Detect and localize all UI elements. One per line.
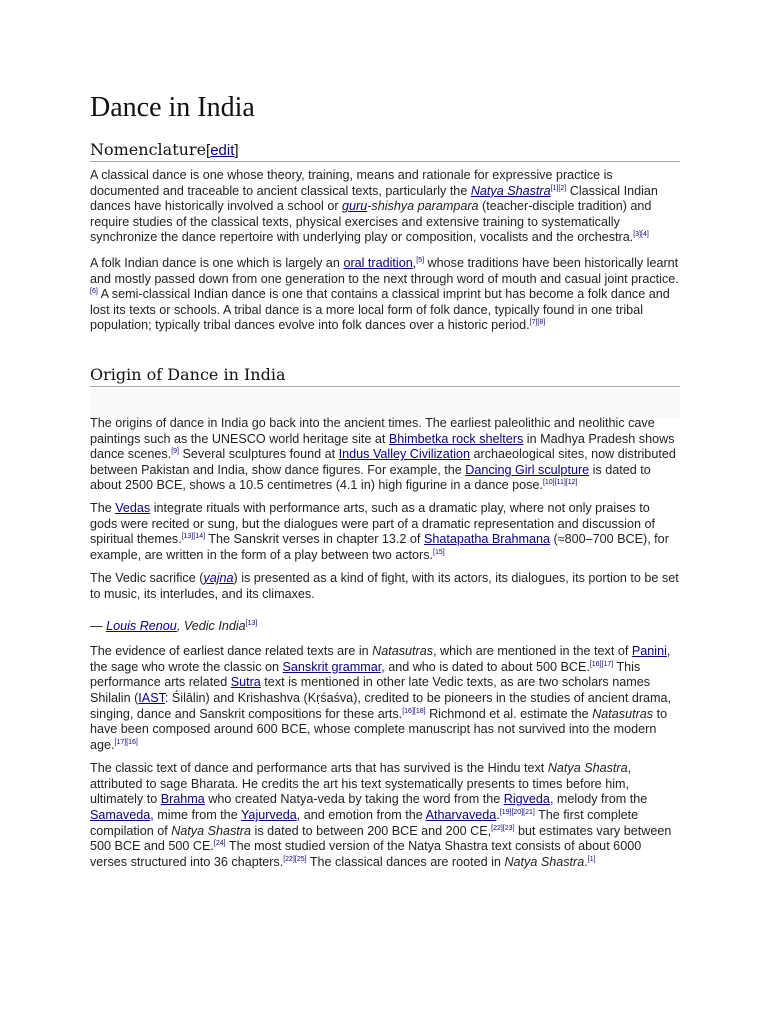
link-yajurveda[interactable]: Yajurveda [240, 808, 297, 823]
citation[interactable]: [1][2] [550, 184, 567, 192]
link-samaveda[interactable]: Samaveda [90, 808, 151, 823]
link-brahma[interactable]: Brahma [160, 792, 205, 807]
citation[interactable]: [1] [587, 855, 596, 863]
link-vedas[interactable]: Vedas [115, 500, 151, 515]
banner-placeholder [90, 389, 680, 417]
citation[interactable]: [16][17] [589, 660, 614, 668]
citation[interactable]: [15] [433, 548, 445, 556]
citation[interactable]: [17][16] [114, 738, 138, 746]
citation[interactable]: [3][4] [633, 231, 649, 239]
quote-text: The Vedic sacrifice (yajna) is presented as a kind of fight, with its actors, its dialogues, its portion to be set to music, its interludes, and its climaxes. [90, 571, 679, 601]
quote-attribution: — Louis Renou, Vedic India[13] [90, 618, 258, 633]
link-guru[interactable]: guru [342, 199, 368, 214]
citation[interactable]: [13][14] [181, 533, 206, 541]
page-title: Dance in India [90, 92, 255, 123]
paragraph-folk-dance: A folk Indian dance is one which is largely an oral tradition,[5] whose traditions have been historically learnt and mostly passed down from one generation to the next through word of mouth and casual joint practice.[6] A semi-classical Indian dance is one that contains a classical imprint but has become a folk dance and lost its texts or schools. A tribal dance is a more local form of folk dance, typically found in one tribal population; typically tribal dances evolve into folk dances over a historic period.[7][8] [90, 255, 679, 333]
link-indus-valley[interactable]: Indus Valley Civilization [338, 447, 471, 462]
nomenclature-body [90, 168, 680, 334]
citation[interactable]: [24] [213, 840, 226, 848]
link-shatapatha-brahmana[interactable]: Shatapatha Brahmana [423, 532, 550, 547]
paragraph-origins: The origins of dance in India go back into the ancient times. The earliest paleolithic and neolithic cave paintings such as the UNESCO world heritage site at Bhimbetka rock shelters in Madhya Pradesh shows dance scenes.[9] Several sculptures found at Indus Valley Civilization archaeological sites, now distributed between Pakistan and India, show dance figures. For example, the Dancing Girl sculpture is dated to about 2500 BCE, shows a 10.5 centimetres (4.1 in) high figurine in a dance pose.[10][11][12] [90, 416, 676, 493]
citation[interactable]: [19][20][21] [499, 809, 535, 817]
link-panini[interactable]: Panini [631, 644, 667, 659]
link-atharvaveda[interactable]: Atharvaveda [425, 808, 497, 823]
paragraph-classical-dance: A classical dance is one whose theory, training, means and rationale for expressive practice is documented and traceable to ancient classical texts, particularly the Natya Shastra[1][2] Classical Indian dances have historically involved a school or guru-shishya parampara (teacher-disciple tradition) and require studies of the classical texts, physical exercises and extensive training to systematically synchronize the dance repertoire with underlying play or composition, vocalists and the orchestra.[3][4] [90, 168, 658, 245]
link-oral-tradition[interactable]: oral tradition [343, 255, 413, 270]
link-yajna[interactable]: yajna [203, 571, 234, 586]
link-louis-renou[interactable]: Louis Renou [106, 618, 177, 633]
link-natya-shastra[interactable]: Natya Shastra [470, 183, 551, 198]
citation[interactable]: [16][18] [402, 707, 426, 715]
origin-body [90, 416, 680, 870]
link-rigveda[interactable]: Rigveda [503, 792, 550, 807]
section-heading-origin: Origin of Dance in India [90, 365, 680, 387]
citation[interactable]: [22][23] [491, 824, 515, 832]
citation[interactable]: [9] [171, 448, 180, 456]
link-iast[interactable]: IAST [138, 690, 165, 705]
paragraph-natya-shastra: The classic text of dance and performance arts that has survived is the Hindu text Natya Shastra, attributed to sage Bharata. He credits the art his text systematically presents to times before him, ultimately to Brahma who created Natya-veda by taking the word from the Rigveda, melody from the Samaveda, mime from the Yajurveda, and emotion from the Atharvaveda.[19][20][21] The first complete compilation of Natya Shastra is dated to between 200 BCE and 200 CE,[22][23] but estimates vary between 500 BCE and 500 CE.[24] The most studied version of the Natya Shastra text consists of about 6000 verses structured into 36 chapters.[22][25] The classical dances are rooted in Natya Shastra.[1] [90, 761, 672, 869]
citation[interactable]: [7][8] [529, 319, 546, 327]
paragraph-vedas: The Vedas integrate rituals with performance arts, such as a dramatic play, where not only praises to gods were recited or sung, but the dialogues were part of a dramatic representation and discussion of spiritual themes.[13][14] The Sanskrit verses in chapter 13.2 of Shatapatha Brahmana (≈800–700 BCE), for example, are written in the form of a play between two actors.[15] [90, 500, 669, 562]
citation[interactable]: [13] [245, 619, 258, 627]
edit-link[interactable]: edit [210, 142, 235, 159]
paragraph-natasutras: The evidence of earliest dance related texts are in Natasutras, which are mentioned in the text of Panini, the sage who wrote the classic on Sanskrit grammar, and who is dated to about 500 BCE.[16][17] This performance arts related Sutra text is mentioned in other late Vedic texts, as are two scholars names Shilalin (IAST: Śilālin) and Krishashva (Kṛśaśva), credited to be pioneers in the studies of ancient drama, singing, dance and Sanskrit compositions for these arts.[16][18] Richmond et al. estimate the Natasutras to have been composed around 600 BCE, whose complete manuscript has not survived into the modern age.[17][16] [90, 644, 672, 752]
citation[interactable]: [5] [416, 256, 425, 264]
section-heading-label: Nomenclature [90, 140, 207, 159]
link-sanskrit-grammar[interactable]: Sanskrit grammar [282, 659, 382, 674]
section-heading-nomenclature [90, 140, 680, 162]
citation[interactable]: [22][25] [283, 855, 307, 863]
link-dancing-girl[interactable]: Dancing Girl sculpture [465, 462, 590, 477]
edit-section: [edit] [206, 142, 239, 159]
link-sutra[interactable]: Sutra [230, 675, 261, 690]
link-bhimbetka[interactable]: Bhimbetka rock shelters [388, 431, 524, 446]
citation[interactable]: [6] [90, 288, 98, 296]
citation[interactable]: [10][11][12] [542, 479, 578, 487]
